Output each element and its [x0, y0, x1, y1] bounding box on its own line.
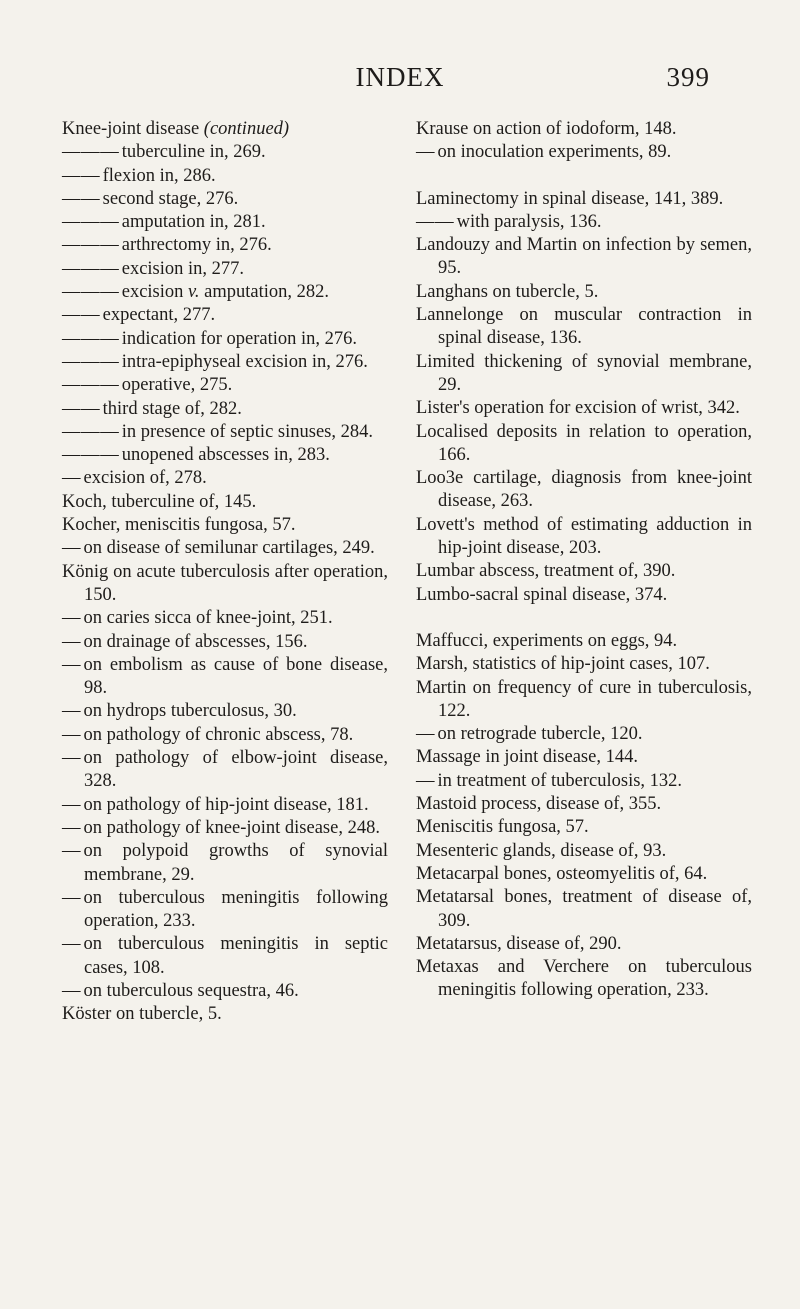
index-entry — [62, 234, 388, 257]
entry-text: König on acute tuberculosis after operation, 150. — [62, 561, 388, 605]
page-number: 399 — [666, 62, 710, 92]
entry-text: Martin on frequency of cure in tuberculosis, 122. — [416, 677, 752, 721]
entry-text: Metaxas and Verchere on tuberculous meningitis following operation, 233. — [416, 957, 752, 1001]
index-entry — [62, 398, 388, 421]
index-entry — [416, 234, 752, 281]
ditto-dash: — — — [62, 398, 98, 419]
index-entry — [416, 304, 752, 351]
index-entry — [416, 188, 752, 211]
index-entry — [62, 421, 388, 444]
page-title: INDEX — [355, 62, 445, 92]
entry-text: Mesenteric glands, disease of, 93. — [416, 840, 667, 861]
index-entry — [62, 794, 388, 817]
index-entry — [62, 747, 388, 794]
ditto-dash: — — — — [62, 258, 117, 279]
ditto-dash: — — [62, 841, 79, 862]
index-entry — [62, 165, 388, 188]
ditto-dash: — — [416, 142, 433, 163]
index-entry — [416, 584, 752, 607]
index-entry — [62, 118, 388, 141]
entry-text: on tuberculous sequestra, 46. — [83, 980, 299, 1001]
entry-text: Koch, tuberculine of, 145. — [62, 491, 257, 512]
entry-text: Localised deposits in relation to operation, 166. — [416, 421, 752, 465]
ditto-dash: — — [62, 608, 79, 629]
index-entry — [416, 630, 752, 653]
ditto-dash: — — [62, 748, 79, 769]
index-entry — [62, 141, 388, 164]
ditto-dash: — — [62, 654, 79, 675]
entry-text: indication for operation in, 276. — [121, 328, 358, 349]
entry-text: Lannelonge on muscular contraction in spinal disease, 136. — [416, 305, 752, 349]
index-entry — [62, 607, 388, 630]
index-entry — [416, 514, 752, 561]
ditto-dash: — — [62, 631, 79, 652]
index-entry — [416, 281, 752, 304]
index-entry — [416, 653, 752, 676]
entry-text: arthrectomy in, 276. — [121, 235, 272, 256]
ditto-dash: — — [62, 980, 79, 1001]
entry-text: Krause on action of iodoform, 148. — [416, 119, 677, 139]
index-entry — [416, 770, 752, 793]
index-entry — [62, 537, 388, 560]
entry-text: Metacarpal bones, osteomyelitis of, 64. — [416, 863, 708, 884]
ditto-dash: — — — — [62, 375, 117, 396]
index-entry — [416, 560, 752, 583]
entry-text: on pathology of knee-joint disease, 248. — [83, 817, 380, 838]
index-entry — [62, 700, 388, 723]
entry-text: Lovett's method of estimating adduction in hip-joint disease, 203. — [416, 514, 752, 559]
entry-text: Limited thickening of synovial membrane, 29. — [416, 351, 752, 395]
ditto-dash: — — — [416, 211, 452, 232]
ditto-dash: — — [62, 701, 79, 722]
index-entry — [62, 188, 388, 211]
entry-text: Lister's operation for excision of wrist, 342. — [416, 398, 740, 419]
ditto-dash: — — — — [62, 421, 117, 442]
index-entry — [416, 211, 752, 234]
entry-text-after: amputation, 282. — [199, 282, 329, 303]
entry-text: Lumbo-sacral spinal disease, 374. — [416, 584, 668, 605]
ditto-dash: — — — — [62, 282, 117, 303]
index-entry — [62, 351, 388, 374]
ditto-dash: — — — — [62, 212, 117, 233]
entry-text: operative, 275. — [121, 375, 233, 396]
ditto-dash: — — [416, 770, 433, 791]
index-entry — [62, 444, 388, 467]
ditto-dash: — — [62, 538, 79, 559]
entry-text: intra-epiphyseal excision in, 276. — [121, 351, 368, 372]
index-column-right — [416, 118, 752, 1003]
entry-text: excision of, 278. — [83, 468, 207, 489]
entry-text: on caries sicca of knee-joint, 251. — [83, 608, 333, 629]
index-entry — [416, 793, 752, 816]
index-entry — [416, 933, 752, 956]
ditto-dash: — — — — [62, 328, 117, 349]
ditto-dash: — — — [62, 165, 98, 186]
index-entry — [416, 351, 752, 398]
entry-text: Meniscitis fungosa, 57. — [416, 817, 589, 838]
index-entry — [416, 956, 752, 1003]
entry-text: on embolism as cause of bone disease, 98. — [83, 654, 388, 699]
entry-text: on pathology of elbow-joint disease, 328. — [83, 748, 388, 792]
index-entry — [62, 374, 388, 397]
index-entry — [62, 491, 388, 514]
ditto-dash: — — — [62, 188, 98, 209]
entry-text: on pathology of chronic abscess, 78. — [83, 724, 354, 745]
index-entry — [62, 887, 388, 934]
entry-text: Metatarsus, disease of, 290. — [416, 933, 622, 954]
ditto-dash: — — — — [62, 235, 117, 256]
index-entry — [416, 816, 752, 839]
entry-text: Massage in joint disease, 144. — [416, 747, 638, 768]
entry-text: excision — [121, 282, 189, 303]
entry-italic: (continued) — [203, 119, 290, 139]
index-entry — [416, 118, 752, 141]
entry-text: tuberculine in, 269. — [121, 142, 266, 163]
index-entry — [62, 817, 388, 840]
index-entry — [62, 258, 388, 281]
entry-text: Metatarsal bones, treatment of disease of, 309. — [416, 887, 752, 931]
entry-text: with paralysis, 136. — [456, 211, 602, 232]
entry-text: on inoculation experiments, 89. — [437, 142, 672, 163]
entry-text: on tuberculous meningitis following operation, 233. — [83, 887, 388, 932]
index-entry — [62, 304, 388, 327]
entry-text: amputation in, 281. — [121, 212, 266, 233]
ditto-dash: — — [62, 934, 79, 955]
index-entry — [62, 840, 388, 887]
entry-text: flexion in, 286. — [102, 165, 216, 186]
entry-text: Maffucci, experiments on eggs, 94. — [416, 630, 678, 651]
entry-text: in presence of septic sinuses, 284. — [121, 421, 373, 442]
entry-text: Mastoid process, disease of, 355. — [416, 794, 662, 815]
index-entry — [416, 677, 752, 724]
entry-italic: v. — [188, 282, 200, 303]
ditto-dash: — — [62, 468, 79, 489]
entry-text: Marsh, statistics of hip-joint cases, 107. — [416, 654, 710, 675]
entry-text: Landouzy and Martin on infection by semen, 95. — [416, 235, 752, 279]
index-entry — [416, 397, 752, 420]
index-entry — [62, 1003, 388, 1026]
ditto-dash: — — — [62, 305, 98, 326]
index-entry — [416, 863, 752, 886]
index-column-left — [62, 118, 388, 1027]
entry-text: Laminectomy in spinal disease, 141, 389. — [416, 188, 724, 209]
entry-text: on retrograde tubercle, 120. — [437, 724, 643, 745]
index-entry — [416, 886, 752, 933]
index-entry — [62, 980, 388, 1003]
entry-text: Lumbar abscess, treatment of, 390. — [416, 561, 676, 582]
index-entry — [62, 561, 388, 608]
ditto-dash: — — — — [62, 142, 117, 163]
index-entry — [416, 467, 752, 514]
entry-text: Langhans on tubercle, 5. — [416, 281, 599, 302]
ditto-dash: — — [62, 887, 79, 908]
entry-text: on polypoid growths of synovial membrane, 29. — [83, 841, 388, 885]
index-entry — [416, 840, 752, 863]
index-entry — [62, 328, 388, 351]
entry-text: Köster on tubercle, 5. — [62, 1004, 222, 1025]
index-entry — [62, 281, 388, 304]
entry-text: second stage, 276. — [102, 188, 239, 209]
ditto-dash: — — — — [62, 351, 117, 372]
ditto-dash: — — [62, 724, 79, 745]
entry-text: unopened abscesses in, 283. — [121, 445, 330, 466]
entry-text: Kocher, meniscitis fungosa, 57. — [62, 515, 296, 536]
entry-text: on pathology of hip-joint disease, 181. — [83, 794, 369, 815]
index-entry — [62, 514, 388, 537]
entry-text: on hydrops tuberculosus, 30. — [83, 701, 297, 722]
ditto-dash: — — [62, 794, 79, 815]
entry-text: Knee-joint disease — [62, 119, 204, 139]
entry-text: on disease of semilunar cartilages, 249. — [83, 538, 375, 559]
index-entry — [416, 141, 752, 164]
ditto-dash: — — [62, 817, 79, 838]
entry-text: expectant, 277. — [102, 305, 216, 326]
entry-text: on drainage of abscesses, 156. — [83, 631, 308, 652]
index-entry — [416, 723, 752, 746]
running-head — [0, 62, 800, 102]
index-entry — [62, 467, 388, 490]
index-entry — [62, 724, 388, 747]
index-entry — [62, 631, 388, 654]
index-entry — [416, 746, 752, 769]
index-entry — [62, 654, 388, 701]
entry-text: on tuberculous meningitis in septic cases, 108. — [83, 934, 388, 978]
index-entry — [62, 933, 388, 980]
ditto-dash: — — — — [62, 445, 117, 466]
entry-text: in treatment of tuberculosis, 132. — [437, 770, 683, 791]
entry-text: third stage of, 282. — [102, 398, 242, 419]
entry-text: Loo3e cartilage, diagnosis from knee-joint disease, 263. — [416, 468, 752, 512]
index-entry — [416, 421, 752, 468]
index-entry — [62, 211, 388, 234]
entry-text: excision in, 277. — [121, 258, 245, 279]
ditto-dash: — — [416, 724, 433, 745]
